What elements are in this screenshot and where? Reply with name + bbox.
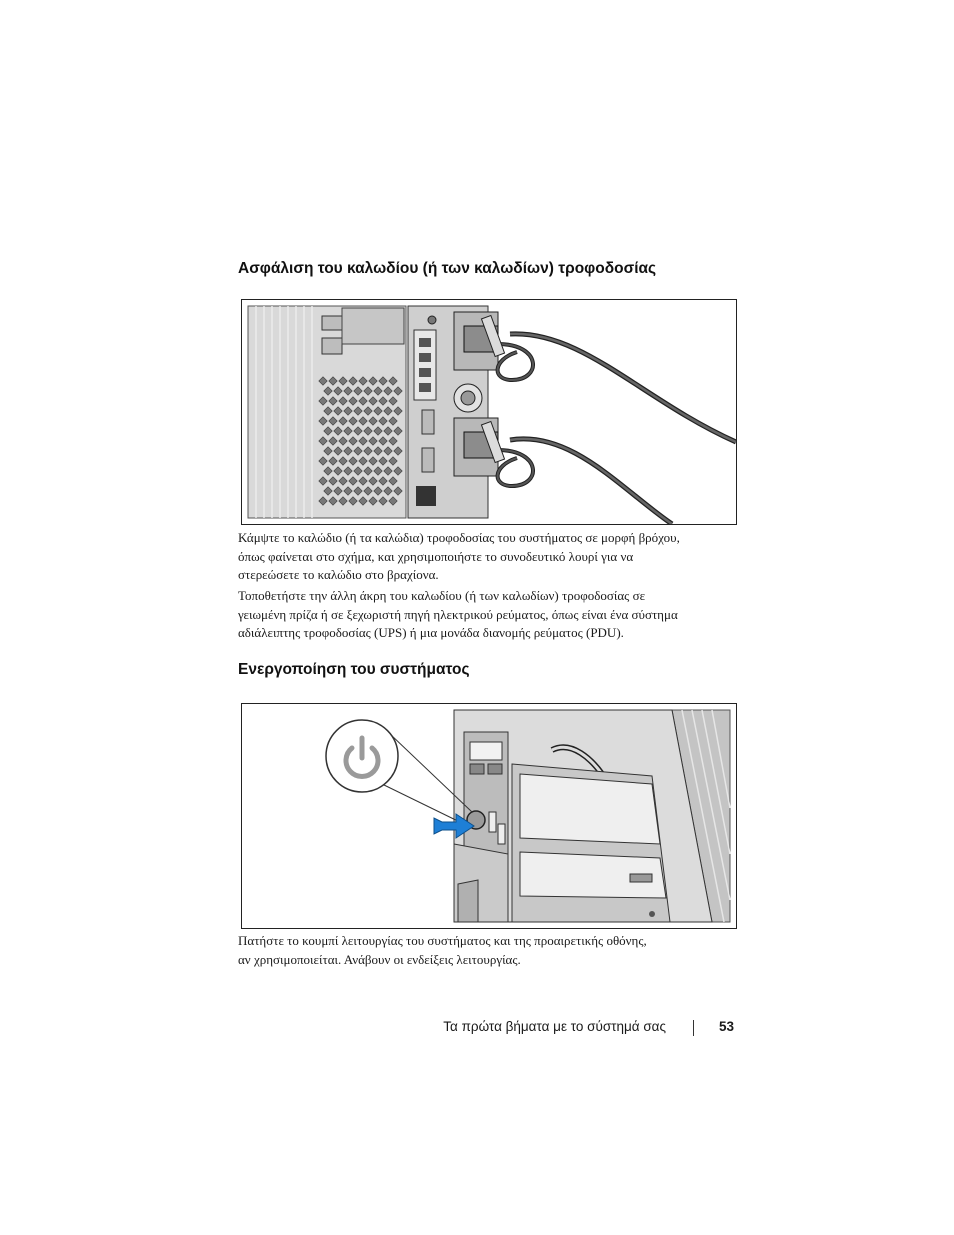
section-heading-secure-power-cable: Ασφάλιση του καλωδίου (ή των καλωδίων) τροφοδοσίας — [238, 260, 657, 277]
text-line: αν χρησιμοποιείται. Ανάβουν οι ενδείξεις λειτουργίας. — [238, 951, 521, 967]
section-heading-power-on: Ενεργοποίηση του συστήματος — [238, 661, 470, 678]
text-line: Τοποθετήστε την άλλη άκρη του καλωδίου (ή των καλωδίων) τροφοδοσίας σε — [238, 588, 646, 603]
figure-power-button-illustration — [241, 703, 737, 929]
text-line: γειωμένη πρίζα ή σε ξεχωριστή πηγή ηλεκτρικού ρεύματος, όπως είναι ένα σύστημα — [238, 606, 678, 622]
page-footer — [238, 1019, 736, 1039]
paragraph-loop-cable — [238, 529, 738, 585]
text-line: Πατήστε το κουμπί λειτουργίας του συστήματος και της προαιρετικής οθόνης, — [238, 933, 647, 948]
footer-separator — [693, 1020, 694, 1036]
text-line: όπως φαίνεται στο σχήμα, και χρησιμοποιήστε το συνοδευτικό λουρί για να — [238, 548, 634, 564]
paragraph-press-power — [238, 932, 738, 969]
figure-power-cable-illustration — [241, 299, 737, 525]
paragraph-plug-cable — [238, 587, 738, 643]
power-button-drawing — [242, 704, 736, 928]
power-cable-drawing — [242, 300, 736, 524]
text-line: Κάμψτε το καλώδιο (ή τα καλώδια) τροφοδοσίας του συστήματος σε μορφή βρόχου, — [238, 530, 680, 545]
footer-title: Τα πρώτα βήματα με το σύστημά σας — [443, 1019, 666, 1034]
text-line: αδιάλειπτης τροφοδοσίας (UPS) ή μια μονάδα διανομής ρεύματος (PDU). — [238, 625, 624, 640]
page-number: 53 — [718, 1019, 734, 1034]
text-line: στερεώσετε το καλώδιο στο βραχίονα. — [238, 567, 439, 582]
